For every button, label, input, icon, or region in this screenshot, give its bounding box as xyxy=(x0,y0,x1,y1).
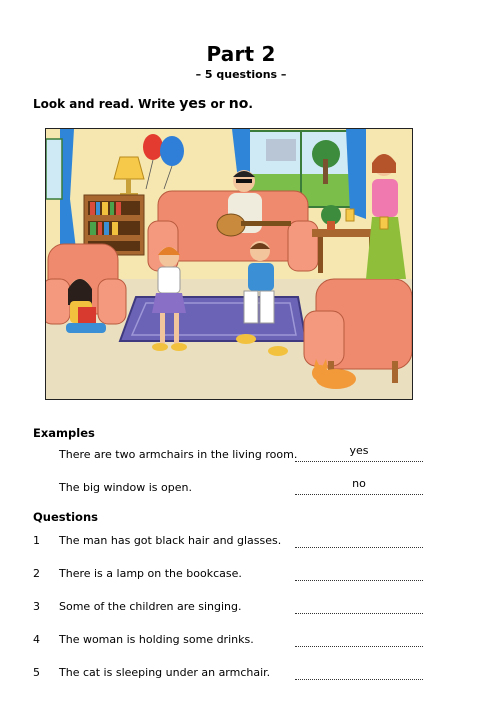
examples-heading: Examples xyxy=(33,426,95,440)
answer-field[interactable] xyxy=(295,636,423,647)
question-text: The woman is holding some drinks. xyxy=(59,633,254,646)
question-row xyxy=(0,600,482,620)
question-row xyxy=(0,633,482,653)
question-text: Some of the children are singing. xyxy=(59,600,242,613)
answer-field[interactable] xyxy=(295,570,423,581)
instruction-yes: yes xyxy=(179,96,207,112)
rug xyxy=(120,297,306,341)
living-room-illustration xyxy=(46,129,412,399)
instruction-no: no xyxy=(228,96,249,112)
example-text: There are two armchairs in the living room. xyxy=(59,448,298,461)
living-room-picture xyxy=(45,128,413,400)
question-text: There is a lamp on the bookcase. xyxy=(59,567,242,580)
question-number: 4 xyxy=(33,633,40,646)
question-number: 3 xyxy=(33,600,40,613)
answer-field[interactable] xyxy=(295,603,423,614)
question-number: 5 xyxy=(33,666,40,679)
question-number: 2 xyxy=(33,567,40,580)
example-text: The big window is open. xyxy=(59,481,192,494)
example-answer: no xyxy=(352,477,366,490)
instruction xyxy=(33,96,253,112)
question-text: The man has got black hair and glasses. xyxy=(59,534,282,547)
page-subtitle: – 5 questions – xyxy=(195,68,287,81)
question-text: The cat is sleeping under an armchair. xyxy=(59,666,271,679)
question-row xyxy=(0,534,482,554)
page-title: Part 2 xyxy=(206,42,276,66)
instruction-mid: or xyxy=(206,97,229,111)
answer-field[interactable] xyxy=(295,669,423,680)
instruction-post: . xyxy=(248,97,253,111)
example-row xyxy=(0,444,482,468)
question-number: 1 xyxy=(33,534,40,547)
answer-field[interactable] xyxy=(295,537,423,548)
example-row xyxy=(0,477,482,501)
question-row xyxy=(0,567,482,587)
instruction-pre: Look and read. Write xyxy=(33,97,180,111)
question-row xyxy=(0,666,482,686)
example-answer: yes xyxy=(349,444,369,457)
questions-heading: Questions xyxy=(33,510,98,524)
